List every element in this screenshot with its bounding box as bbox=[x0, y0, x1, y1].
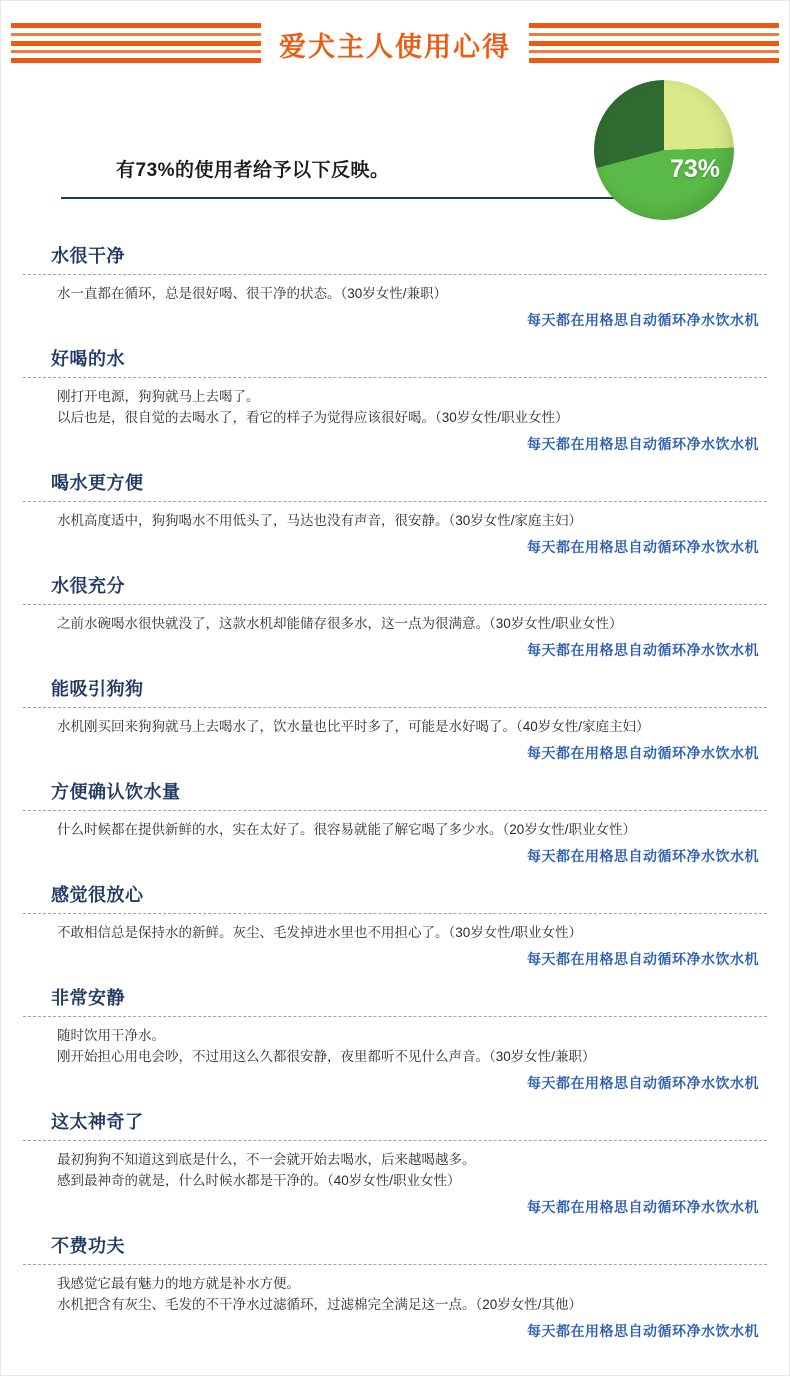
review-body bbox=[23, 918, 767, 945]
review-title: 水很干净 bbox=[51, 246, 125, 266]
pie-chart bbox=[594, 80, 734, 220]
stripe bbox=[11, 33, 261, 36]
stripe bbox=[11, 50, 261, 53]
stripe bbox=[529, 23, 779, 28]
review-title: 能吸引狗狗 bbox=[51, 679, 144, 699]
divider bbox=[23, 377, 767, 378]
review-list bbox=[1, 235, 789, 1349]
review-tag: 每天都在用格思自动循环净水饮水机 bbox=[527, 436, 759, 452]
review-title: 感觉很放心 bbox=[51, 885, 144, 905]
review-title: 方便确认饮水量 bbox=[51, 782, 181, 802]
review-tag: 每天都在用格思自动循环净水饮水机 bbox=[527, 1199, 759, 1215]
intro-section bbox=[1, 85, 789, 235]
divider bbox=[23, 810, 767, 811]
stripe bbox=[11, 58, 261, 63]
review-line: 水一直都在循环，总是很好喝、很干净的状态。（30岁女性/兼职） bbox=[57, 286, 448, 301]
review-body bbox=[23, 506, 767, 533]
review-body bbox=[23, 1021, 767, 1069]
stripe bbox=[529, 41, 779, 46]
intro-divider bbox=[61, 197, 641, 199]
review-tag: 每天都在用格思自动循环净水饮水机 bbox=[527, 539, 759, 555]
stripe bbox=[529, 33, 779, 36]
divider bbox=[23, 274, 767, 275]
review-line: 水机把含有灰尘、毛发的不干净水过滤循环，过滤棉完全满足这一点。（20岁女性/其他） bbox=[57, 1297, 583, 1312]
review-tag: 每天都在用格思自动循环净水饮水机 bbox=[527, 642, 759, 658]
header-stripes-left bbox=[11, 23, 261, 63]
divider bbox=[23, 707, 767, 708]
list-item bbox=[23, 565, 767, 668]
review-line: 随时饮用干净水。 bbox=[57, 1028, 165, 1043]
review-line: 我感觉它最有魅力的地方就是补水方便。 bbox=[57, 1276, 300, 1291]
divider bbox=[23, 1016, 767, 1017]
stripe bbox=[529, 58, 779, 63]
review-line: 不敢相信总是保持水的新鲜。灰尘、毛发掉进水里也不用担心了。（30岁女性/职业女性） bbox=[57, 925, 583, 940]
review-title: 好喝的水 bbox=[51, 349, 125, 369]
review-line: 水机高度适中，狗狗喝水不用低头了，马达也没有声音，很安静。（30岁女性/家庭主妇） bbox=[57, 513, 583, 528]
review-title: 这太神奇了 bbox=[51, 1112, 144, 1132]
intro-statement: 有73%的使用者给予以下反映。 bbox=[116, 160, 390, 181]
pie-chart-value: 73% bbox=[669, 155, 720, 183]
divider bbox=[23, 1140, 767, 1141]
review-body bbox=[23, 1145, 767, 1193]
list-item bbox=[23, 874, 767, 977]
list-item bbox=[23, 977, 767, 1101]
page-header bbox=[1, 1, 789, 85]
review-tag: 每天都在用格思自动循环净水饮水机 bbox=[527, 951, 759, 967]
review-line: 刚打开电源，狗狗就马上去喝了。 bbox=[57, 389, 260, 404]
review-title: 不费功夫 bbox=[51, 1236, 125, 1256]
review-tag: 每天都在用格思自动循环净水饮水机 bbox=[527, 745, 759, 761]
header-stripes-right bbox=[529, 23, 779, 63]
review-body bbox=[23, 815, 767, 842]
review-line: 感到最神奇的就是，什么时候水都是干净的。（40岁女性/职业女性） bbox=[57, 1173, 461, 1188]
stripe bbox=[529, 50, 779, 53]
list-item bbox=[23, 1101, 767, 1225]
divider bbox=[23, 1264, 767, 1265]
list-item bbox=[23, 668, 767, 771]
divider bbox=[23, 913, 767, 914]
review-title: 水很充分 bbox=[51, 576, 125, 596]
review-body bbox=[23, 1269, 767, 1317]
list-item bbox=[23, 462, 767, 565]
review-body bbox=[23, 609, 767, 636]
review-body bbox=[23, 712, 767, 739]
review-line: 什么时候都在提供新鲜的水，实在太好了。很容易就能了解它喝了多少水。（20岁女性/职业女性） bbox=[57, 822, 637, 837]
list-item bbox=[23, 1225, 767, 1349]
stripe bbox=[11, 41, 261, 46]
review-line: 水机刚买回来狗狗就马上去喝水了，饮水量也比平时多了，可能是水好喝了。（40岁女性/家庭主妇） bbox=[57, 719, 650, 734]
review-title: 喝水更方便 bbox=[51, 473, 144, 493]
review-line: 最初狗狗不知道这到底是什么，不一会就开始去喝水，后来越喝越多。 bbox=[57, 1152, 476, 1167]
review-tag: 每天都在用格思自动循环净水饮水机 bbox=[527, 1323, 759, 1339]
list-item bbox=[23, 235, 767, 338]
divider bbox=[23, 501, 767, 502]
page-title: 爱犬主人使用心得 bbox=[261, 27, 529, 67]
stripe bbox=[11, 23, 261, 28]
divider bbox=[23, 604, 767, 605]
review-line: 之前水碗喝水很快就没了，这款水机却能储存很多水，这一点为很满意。（30岁女性/职业女性） bbox=[57, 616, 623, 631]
review-tag: 每天都在用格思自动循环净水饮水机 bbox=[527, 1075, 759, 1091]
review-line: 刚开始担心用电会吵，不过用这么久都很安静，夜里都听不见什么声音。（30岁女性/兼职） bbox=[57, 1049, 596, 1064]
review-body bbox=[23, 382, 767, 430]
review-title: 非常安静 bbox=[51, 988, 125, 1008]
list-item bbox=[23, 338, 767, 462]
review-body bbox=[23, 279, 767, 306]
pie-chart-graphic bbox=[594, 80, 734, 220]
list-item bbox=[23, 771, 767, 874]
review-line: 以后也是，很自觉的去喝水了，看它的样子为觉得应该很好喝。（30岁女性/职业女性） bbox=[57, 410, 569, 425]
review-tag: 每天都在用格思自动循环净水饮水机 bbox=[527, 312, 759, 328]
review-tag: 每天都在用格思自动循环净水饮水机 bbox=[527, 848, 759, 864]
